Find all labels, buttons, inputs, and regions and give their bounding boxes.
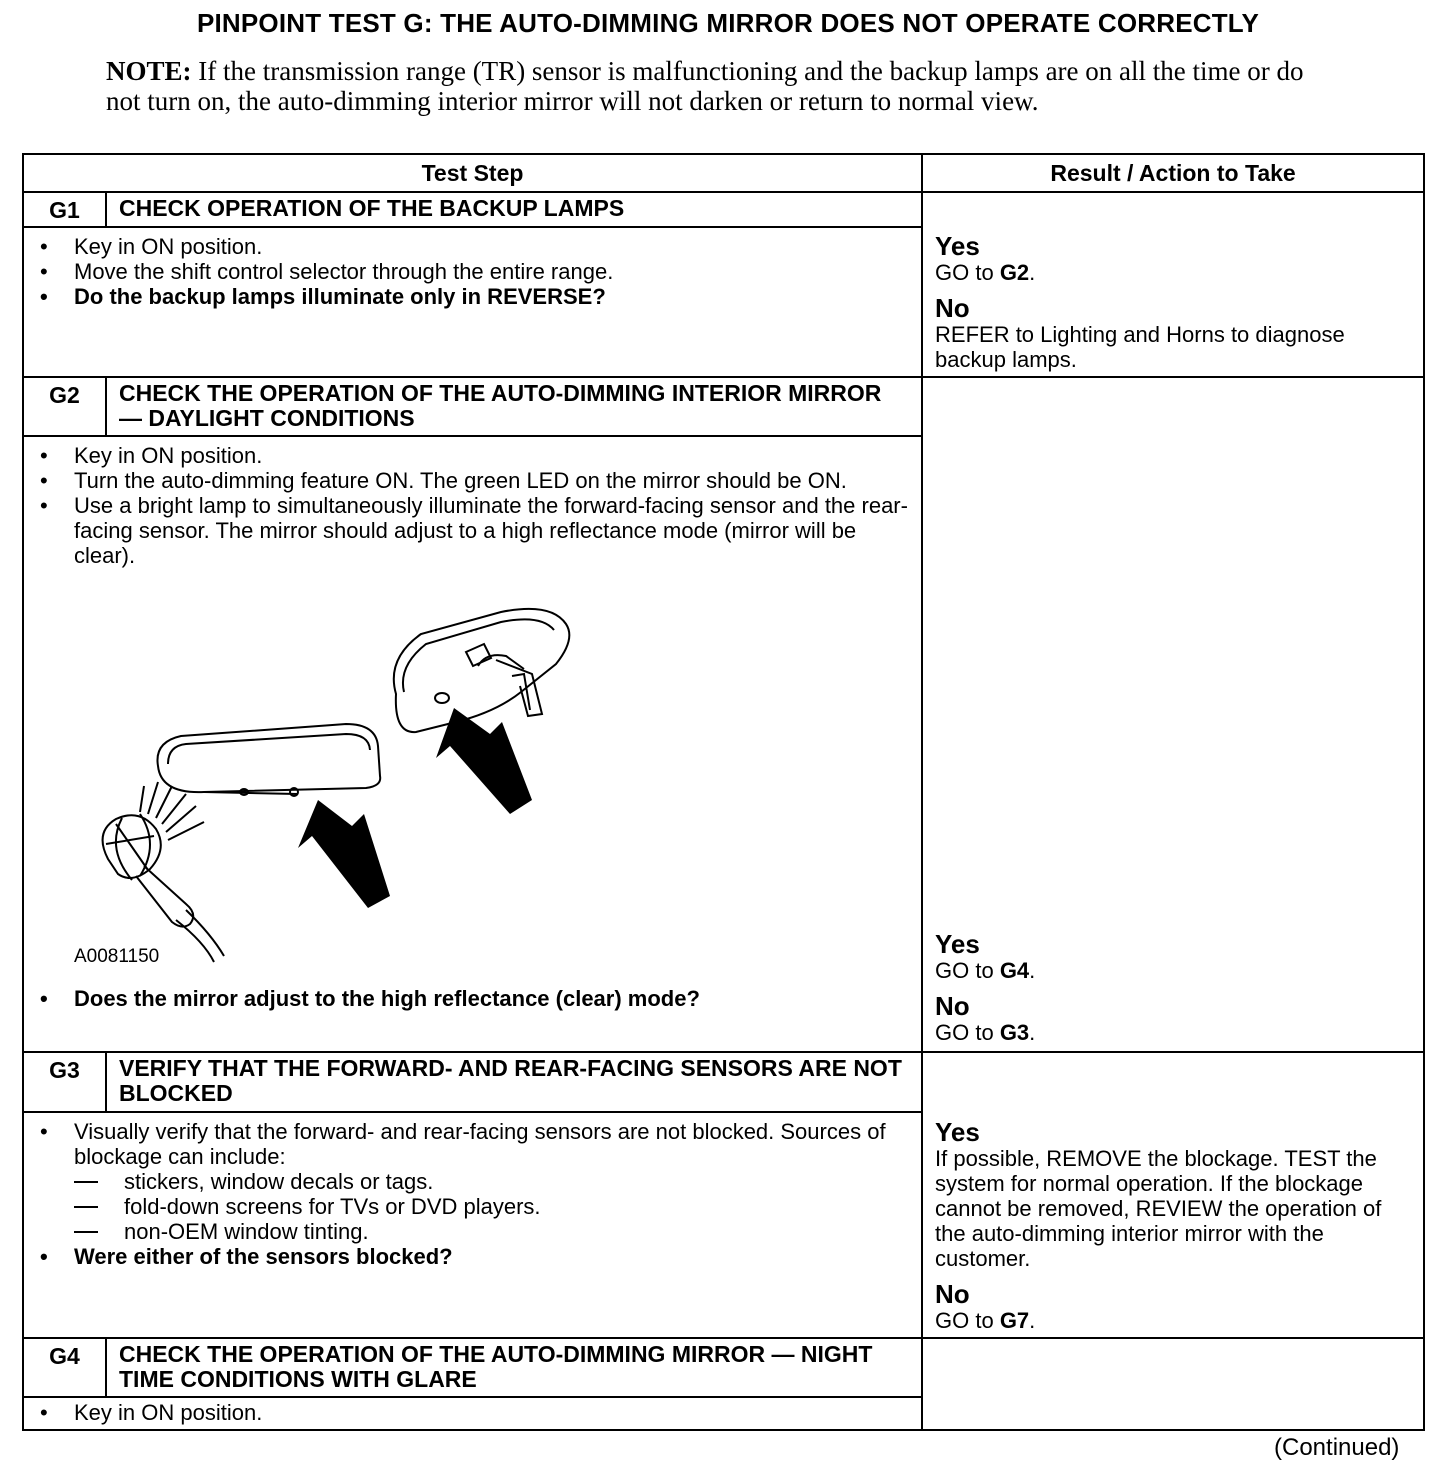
lamp-handle bbox=[136, 866, 193, 927]
header-result: Result / Action to Take bbox=[922, 154, 1424, 192]
step-question: • Does the mirror adjust to the high reflectance (clear) mode? bbox=[36, 986, 909, 1011]
step-question: • Were either of the sensors blocked? bbox=[36, 1244, 909, 1269]
list-item: • Visually verify that the forward- and rear-facing sensors are not blocked. Sources of blockage can include: stickers, window decals or tags. fold-down screens for TVs or DVD players. non-OEM window tinting. bbox=[36, 1119, 909, 1244]
continued-label: (Continued) bbox=[1274, 1434, 1400, 1461]
no-action: GO to G7. bbox=[935, 1308, 1036, 1333]
step-list bbox=[36, 986, 909, 1011]
note bbox=[106, 56, 1306, 116]
result-g4 bbox=[922, 1338, 1424, 1430]
figure-id: A0081150 bbox=[74, 946, 160, 967]
yes-label: Yes bbox=[935, 1117, 980, 1147]
front-mirror-face bbox=[168, 734, 370, 764]
list-item: stickers, window decals or tags. bbox=[74, 1169, 909, 1194]
no-label: No bbox=[935, 1279, 970, 1309]
list-item: • Use a bright lamp to simultaneously illuminate the forward-facing sensor and the rear-facing sensor. The mirror should adjust to a high reflectance mode (mirror will be clear). bbox=[36, 493, 909, 568]
page-title: PINPOINT TEST G: THE AUTO-DIMMING MIRROR DOES NOT OPERATE CORRECTLY bbox=[196, 8, 1260, 38]
step-heading-g2: CHECK THE OPERATION OF THE AUTO-DIMMING INTERIOR MIRROR — DAYLIGHT CONDITIONS bbox=[106, 377, 922, 436]
arrow-pointer-rear-sensor bbox=[436, 708, 532, 814]
list-item: • Key in ON position. bbox=[36, 234, 909, 259]
arrow-pointer-front-sensor bbox=[298, 800, 390, 908]
note-label: NOTE: bbox=[106, 56, 192, 86]
step-list bbox=[36, 234, 909, 309]
step-list bbox=[36, 1400, 909, 1425]
yes-action: GO to G2. bbox=[935, 260, 1036, 285]
table-header-row bbox=[23, 154, 1424, 192]
list-item: • Turn the auto-dimming feature ON. The green LED on the mirror should be ON. bbox=[36, 468, 909, 493]
table-row bbox=[23, 1338, 1424, 1397]
yes-label: Yes bbox=[935, 231, 980, 261]
mirror-illustration bbox=[36, 574, 909, 994]
result-g1 bbox=[922, 192, 1424, 377]
result-g3 bbox=[922, 1052, 1424, 1338]
step-list bbox=[36, 443, 909, 568]
table-row bbox=[23, 192, 1424, 227]
step-id-g2: G2 bbox=[23, 377, 106, 436]
step-heading-g1: CHECK OPERATION OF THE BACKUP LAMPS bbox=[106, 192, 922, 227]
pinpoint-test-table bbox=[22, 153, 1425, 1431]
list-item: fold-down screens for TVs or DVD players. bbox=[74, 1194, 909, 1219]
yes-action: If possible, REMOVE the blockage. TEST the system for normal operation. If the blockage cannot be removed, REVIEW the operation of the auto-dimming interior mirror with the customer. bbox=[935, 1146, 1382, 1271]
step-heading-g4: CHECK THE OPERATION OF THE AUTO-DIMMING MIRROR — NIGHT TIME CONDITIONS WITH GLARE bbox=[106, 1338, 922, 1397]
step-list bbox=[36, 1119, 909, 1269]
list-item: • Key in ON position. bbox=[36, 443, 909, 468]
mirror-diagram-svg bbox=[36, 574, 836, 994]
blockage-sources-list bbox=[74, 1169, 909, 1244]
light-rays bbox=[140, 782, 204, 840]
rear-facing-sensor bbox=[435, 693, 449, 703]
step-body-g3 bbox=[23, 1112, 922, 1338]
step-body-g1 bbox=[23, 227, 922, 377]
rear-mirror-back bbox=[403, 619, 554, 692]
mirror-mount-arm bbox=[478, 655, 542, 716]
table-row bbox=[23, 1052, 1424, 1112]
table-row bbox=[23, 377, 1424, 436]
step-body-g2 bbox=[23, 436, 922, 1052]
result-g2 bbox=[922, 377, 1424, 1052]
lamp-cord bbox=[176, 910, 224, 962]
no-label: No bbox=[935, 991, 970, 1021]
mirror-mount-clip bbox=[466, 644, 530, 710]
list-item: non-OEM window tinting. bbox=[74, 1219, 909, 1244]
step-id-g4: G4 bbox=[23, 1338, 106, 1397]
step-id-g1: G1 bbox=[23, 192, 106, 227]
list-item: • Key in ON position. bbox=[36, 1400, 909, 1425]
step-heading-g3: VERIFY THAT THE FORWARD- AND REAR-FACING SENSORS ARE NOT BLOCKED bbox=[106, 1052, 922, 1112]
no-label: No bbox=[935, 293, 970, 323]
yes-label: Yes bbox=[935, 929, 980, 959]
note-text: If the transmission range (TR) sensor is malfunctioning and the backup lamps are on all the time or do not turn on, the auto-dimming interior mirror will not darken or return to normal view. bbox=[106, 56, 1304, 116]
step-body-g4 bbox=[23, 1397, 922, 1430]
no-action: GO to G3. bbox=[935, 1020, 1036, 1045]
yes-action: GO to G4. bbox=[935, 958, 1036, 983]
step-id-g3: G3 bbox=[23, 1052, 106, 1112]
list-item: • Move the shift control selector through the entire range. bbox=[36, 259, 909, 284]
no-action: REFER to Lighting and Horns to diagnose backup lamps. bbox=[935, 322, 1345, 372]
header-test-step: Test Step bbox=[23, 154, 922, 192]
step-question: • Do the backup lamps illuminate only in REVERSE? bbox=[36, 284, 909, 309]
